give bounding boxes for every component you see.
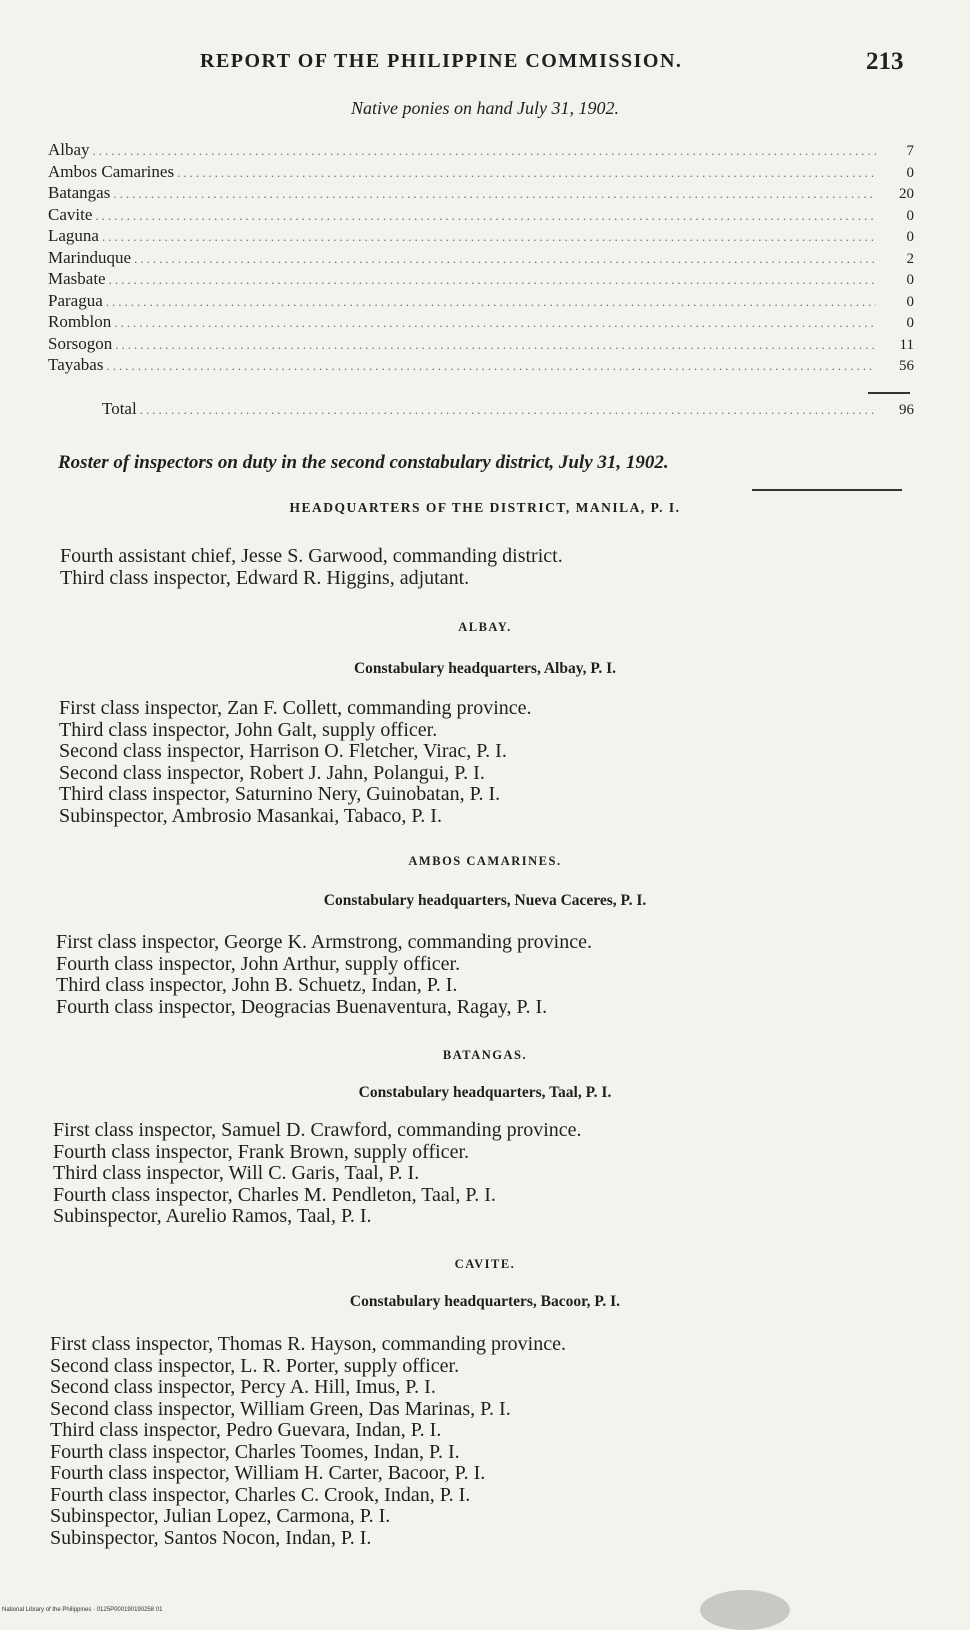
ponies-table-title: Native ponies on hand July 31, 1902. xyxy=(351,98,619,118)
dot-leader xyxy=(177,162,876,184)
roster-line: Second class inspector, L. R. Porter, supply officer. xyxy=(50,1354,460,1377)
province-name: Ambos Camarines xyxy=(48,161,175,181)
title-underline xyxy=(752,489,902,491)
total-label: Total xyxy=(102,399,137,418)
roster-line: Subinspector, Ambrosio Masankai, Tabaco, P. I. xyxy=(59,804,442,827)
dot-leader xyxy=(106,291,876,313)
roster-line: Fourth class inspector, Charles M. Pendleton, Taal, P. I. xyxy=(53,1183,496,1206)
pony-count: 0 xyxy=(906,229,914,245)
ponies-table xyxy=(48,139,914,376)
roster-title: Roster of inspectors on duty in the second constabulary district, July 31, 1902. xyxy=(58,452,669,473)
hq-subheading-albay: Constabulary headquarters, Albay, P. I. xyxy=(353,660,617,677)
province-name: Masbate xyxy=(48,269,106,288)
roster-line: Subinspector, Aurelio Ramos, Taal, P. I. xyxy=(53,1205,372,1227)
district-hq-roster xyxy=(60,546,563,589)
roster-line: First class inspector, Samuel D. Crawford, commanding province. xyxy=(53,1119,582,1141)
dot-leader xyxy=(95,205,876,227)
pony-count: 0 xyxy=(906,293,914,310)
page-number: 213 xyxy=(866,48,904,75)
roster-line: Fourth class inspector, Charles Toomes, Indan, P. I. xyxy=(50,1440,460,1463)
roster-line: Second class inspector, Percy A. Hill, Imus, P. I. xyxy=(50,1376,436,1398)
table-row xyxy=(48,290,914,312)
roster-line: Subinspector, Santos Nocon, Indan, P. I. xyxy=(50,1526,372,1549)
roster-line: Second class inspector, Harrison O. Fletcher, Virac, P. I. xyxy=(59,740,507,762)
pony-count: 11 xyxy=(899,336,914,353)
table-row xyxy=(48,225,914,247)
total-value: 96 xyxy=(899,402,914,418)
province-name: Marinduque xyxy=(48,247,132,267)
roster-line: Third class inspector, Pedro Guevara, Indan, P. I. xyxy=(50,1419,442,1441)
dot-leader xyxy=(114,312,876,334)
province-name: Albay xyxy=(48,140,90,159)
dot-leader xyxy=(109,269,876,291)
province-heading-ambos-camarines: AMBOS CAMARINES. xyxy=(408,854,562,868)
province-name: Laguna xyxy=(48,226,99,245)
cavite-roster xyxy=(50,1334,566,1549)
province-heading-cavite: CAVITE. xyxy=(454,1257,516,1271)
running-title: REPORT OF THE PHILIPPINE COMMISSION. xyxy=(200,50,683,72)
pony-count: 20 xyxy=(899,186,914,202)
pony-count: 2 xyxy=(906,250,914,267)
scan-footer-note: National Library of the Philippines · 0125P000190190258 01 xyxy=(2,1607,163,1613)
roster-line: First class inspector, George K. Armstrong, commanding province. xyxy=(56,931,592,953)
pony-count: 0 xyxy=(906,315,914,331)
roster-line: Fourth class inspector, John Arthur, supply officer. xyxy=(56,952,461,975)
pony-count: 56 xyxy=(899,358,914,374)
dot-leader xyxy=(113,183,876,205)
roster-line: Fourth class inspector, Charles C. Crook, Indan, P. I. xyxy=(50,1483,471,1506)
table-row xyxy=(48,247,914,269)
table-row xyxy=(48,182,914,204)
roster-line: Fourth class inspector, Deogracias Buenaventura, Ragay, P. I. xyxy=(56,995,548,1018)
province-name: Paragua xyxy=(48,290,103,310)
province-name: Tayabas xyxy=(48,355,104,374)
dot-leader xyxy=(140,399,876,421)
table-row xyxy=(48,311,914,333)
table-row xyxy=(48,333,914,355)
roster-line: Third class inspector, Saturnino Nery, Guinobatan, P. I. xyxy=(59,783,501,805)
table-row xyxy=(48,204,914,226)
roster-line: Third class inspector, Will C. Garis, Taal, P. I. xyxy=(53,1162,420,1184)
district-hq-heading: HEADQUARTERS OF THE DISTRICT, MANILA, P. I. xyxy=(289,500,681,515)
scan-smudge xyxy=(700,1590,790,1630)
roster-line: Fourth class inspector, Frank Brown, supply officer. xyxy=(53,1140,469,1163)
pony-count: 0 xyxy=(906,207,914,224)
table-row xyxy=(48,161,914,183)
pony-count: 0 xyxy=(906,164,914,181)
roster-line: Third class inspector, John B. Schuetz, Indan, P. I. xyxy=(56,974,458,996)
dot-leader xyxy=(102,226,876,248)
roster-line: First class inspector, Thomas R. Hayson, commanding province. xyxy=(50,1333,566,1355)
province-name: Sorsogon xyxy=(48,333,113,353)
pony-count: 7 xyxy=(906,143,914,159)
batangas-roster xyxy=(53,1120,582,1228)
total-row xyxy=(102,398,914,420)
province-heading-batangas: BATANGAS. xyxy=(442,1048,528,1062)
province-heading-albay: ALBAY. xyxy=(458,620,512,634)
province-name: Cavite xyxy=(48,204,93,224)
hq-subheading-cavite: Constabulary headquarters, Bacoor, P. I. xyxy=(349,1293,621,1310)
roster-line: Fourth class inspector, William H. Carter, Bacoor, P. I. xyxy=(50,1462,486,1484)
dot-leader xyxy=(115,334,876,356)
pony-count: 0 xyxy=(906,272,914,288)
table-row xyxy=(48,268,914,290)
hq-subheading-ambos-camarines: Constabulary headquarters, Nueva Caceres, P. I. xyxy=(323,892,647,909)
roster-line: Third class inspector, John Galt, supply officer. xyxy=(59,718,438,741)
table-row xyxy=(48,354,914,376)
dot-leader xyxy=(134,248,876,270)
roster-line: Subinspector, Julian Lopez, Carmona, P. I. xyxy=(50,1505,391,1527)
table-row xyxy=(48,139,914,161)
total-rule xyxy=(868,392,910,394)
roster-line: Third class inspector, Edward R. Higgins, adjutant. xyxy=(60,566,470,589)
hq-subheading-batangas: Constabulary headquarters, Taal, P. I. xyxy=(358,1084,612,1101)
dot-leader xyxy=(106,355,876,377)
roster-line: First class inspector, Zan F. Collett, commanding province. xyxy=(59,697,532,719)
ambos-camarines-roster xyxy=(56,932,592,1018)
roster-line: Second class inspector, William Green, Das Marinas, P. I. xyxy=(50,1397,511,1420)
dot-leader xyxy=(93,140,876,162)
albay-roster xyxy=(59,698,532,827)
roster-line: Fourth assistant chief, Jesse S. Garwood, commanding district. xyxy=(60,545,563,567)
province-name: Batangas xyxy=(48,183,111,202)
province-name: Romblon xyxy=(48,312,112,331)
roster-line: Second class inspector, Robert J. Jahn, Polangui, P. I. xyxy=(59,761,485,784)
